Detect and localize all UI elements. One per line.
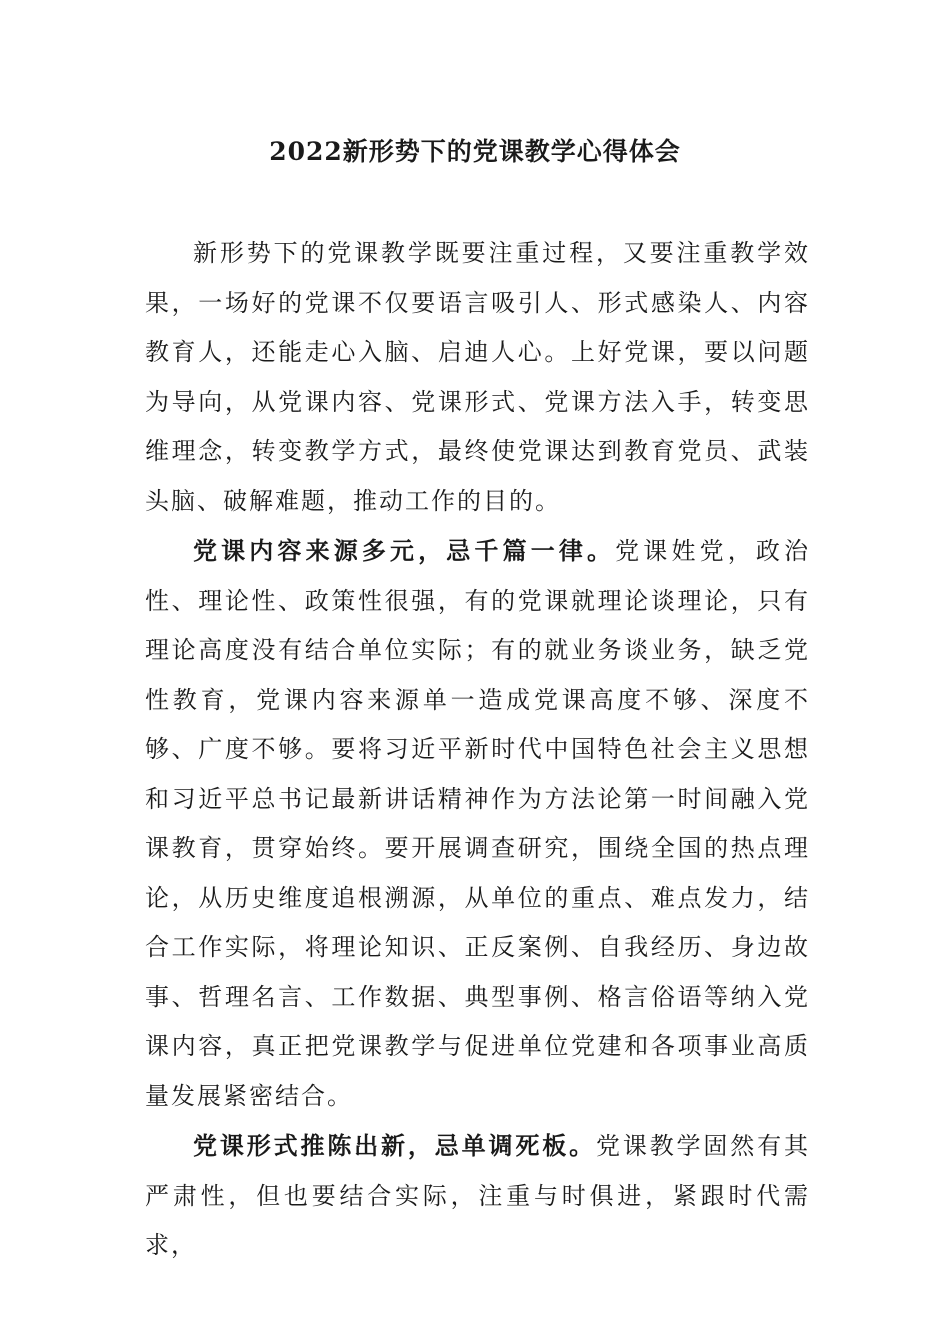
paragraph-lead: 党课形式推陈出新，忌单调死板。 (193, 1131, 596, 1160)
paragraph-content-sources (145, 526, 810, 1121)
paragraph-intro (145, 228, 810, 526)
paragraph-lead: 党课内容来源多元，忌千篇一律。 (193, 536, 616, 565)
paragraph-text: 新形势下的党课教学既要注重过程，又要注重教学效果，一场好的党课不仅要语言吸引人、形式感染人、内容教育人，还能走心入脑、启迪人心。上好党课，要以问题为导向，从党课内容、党课形式、党课方法入手，转变思维理念，转变教学方式，最终使党课达到教育党员、武装头脑、破解难题，推动工作的目的。 (145, 239, 810, 515)
paragraph-format (145, 1121, 810, 1271)
document-body (145, 228, 810, 1271)
paragraph-text: 党课姓党，政治性、理论性、政策性很强，有的党课就理论谈理论，只有理论高度没有结合单位实际；有的就业务谈业务，缺乏党性教育，党课内容来源单一造成党课高度不够、深度不够、广度不够。要将习近平新时代中国特色社会主义思想和习近平总书记最新讲话精神作为方法论第一时间融入党课教育，贯穿始终。要开展调查研究，围绕全国的热点理论，从历史维度追根溯源，从单位的重点、难点发力，结合工作实际，将理论知识、正反案例、自我经历、身边故事、哲理名言、工作数据、典型事例、格言俗语等纳入党课内容，真正把党课教学与促进单位党建和各项事业高质量发展紧密结合。 (145, 537, 811, 1110)
paragraph-text: 党课教学固然有其严肃性，但也要结合实际，注重与时俱进，紧跟时代需求， (145, 1132, 811, 1259)
document-title: 2022新形势下的党课教学心得体会 (269, 137, 681, 166)
